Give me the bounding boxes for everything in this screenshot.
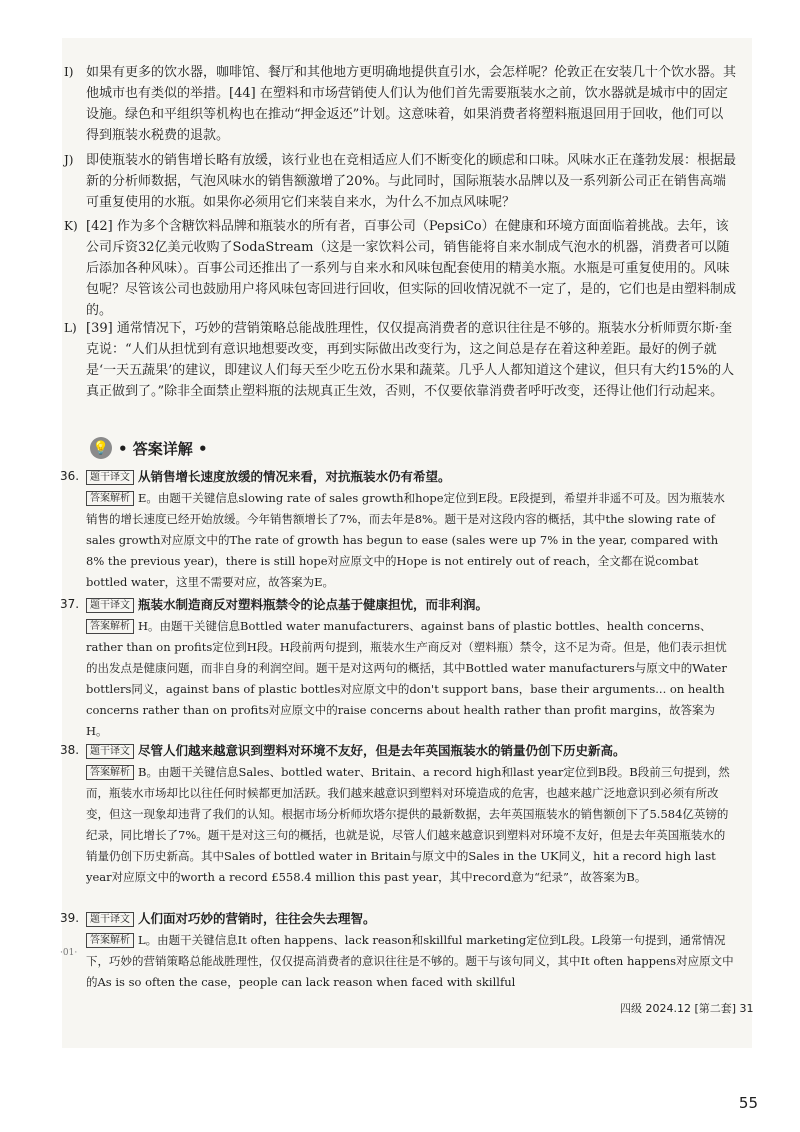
translation-badge: 题干译文 [86,744,134,759]
translation-badge: 题干译文 [86,912,134,927]
question-explanation: L。由题干关键信息It often happens、lack reason和skillful marketing定位到L段。L段第一句提到，通常情况下，巧妙的营销策略总能战胜理性，仅仅提高消费者的意识往往是不够的。题干与该句同义，其中It often happens对应原文中的As is so often the case，people can lack reason when faced with skillful [86,933,734,989]
question-explanation: B。由题干关键信息Sales、bottled water、Britain、a record high和last year定位到B段。B段前三句提到，然而，瓶装水市场却比以往任何时候都更加活跃。我们越来越意识到塑料对环境造成的危害，也越来越广泛地意识到必须有所改变，但这一现象却违背了我们的认知。根据市场分析师坎塔尔提供的最新数据，去年英国瓶装水的销售额创下了5.584亿英镑的纪录，同比增长了7%。题干是对这三句的概括，也就是说，尽管人们越来越意识到塑料对环境不友好，但是去年英国瓶装水的销量仍创下历史新高。其中Sales of bottled water in Britain与原文中的Sales in the UK同义，hit a record high last year对应原文中的worth a record £558.4 million this past year，其中record意为“纪录”，故答案为B。 [86,765,730,884]
paragraph-l [64,318,736,402]
question-title: 从销售增长速度放缓的情况来看，对抗瓶装水仍有希望。 [138,469,451,484]
paragraph-text: [39] 通常情况下，巧妙的营销策略总能战胜理性，仅仅提高消费者的意识往往是不够的。瓶装水分析师贾尔斯·奎克说：“人们从担忧到有意识地想要改变，再到实际做出改变行为，这之间总是存在着这种差距。最好的例子就是‘一天五蔬果’的建议，即建议人们每天至少吃五份水果和蔬菜。几乎人人都知道这个建议，但只有大约15%的人真正做到了。”除非全面禁止塑料瓶的法规真正生效，否则，不仅要依靠消费者呼吁改变，还得让他们行动起来。 [86,321,735,399]
analysis-badge: 答案解析 [86,933,134,948]
question-37 [60,594,736,742]
paragraph-tag: J) [64,153,74,167]
question-number: 37. [60,597,80,611]
paragraph-k [64,216,737,321]
page-number: 55 [738,1094,758,1112]
paragraph-text: 如果有更多的饮水器，咖啡馆、餐厅和其他地方更明确地提供直引水，会怎样呢？伦敦正在安装几十个饮水器。其他城市也有类似的举措。[44] 在塑料和市场营销使人们认为他们首先需要瓶装水之前，饮水器就是城市中的固定设施。绿色和平组织等机构也在推动“押金返还”计划。这意味着，如果消费者将塑料瓶退回用于回收，他们可以得到瓶装水税费的退款。 [86,65,737,143]
paragraph-tag: I) [64,65,74,79]
paragraph-j [64,150,737,213]
question-38 [60,740,736,888]
paragraph-tag: L) [64,321,77,335]
question-title: 瓶装水制造商反对塑料瓶禁令的论点基于健康担忧，而非利润。 [138,597,489,612]
question-number: 39. [60,911,80,925]
translation-badge: 题干译文 [86,470,134,485]
question-title: 尽管人们越来越意识到塑料对环境不友好，但是去年英国瓶装水的销量仍创下历史新高。 [138,743,626,758]
question-explanation: E。由题干关键信息slowing rate of sales growth和hope定位到E段。E段提到，希望并非遥不可及。因为瓶装水销售的增长速度已经开始放缓。今年销售额增长了7%，而去年是8%。题干是对这段内容的概括，其中the slowing rate of sales growth对应原文中的The rate of growth has begun to ease (sales were up 7% in the year, compared with 8% the previous year)，there is still hope对应原文中的Hope is not entirely out of reach，全文都在说combat bottled water，这里不需要对应，故答案为E。 [86,491,725,589]
paragraph-text: 即使瓶装水的销售增长略有放缓，该行业也在竞相适应人们不断变化的顾虑和口味。风味水正在蓬勃发展：根据最新的分析师数据，气泡风味水的销售额激增了20%。与此同时，国际瓶装水品牌以及一系列新公司正在销售高端可重复使用的水瓶。如果你必须用它们来装自来水，为什么不加点风味呢？ [86,153,737,210]
paragraph-i [64,62,737,146]
lightbulb-icon: 💡 [90,437,112,459]
answer-section-heading [90,437,208,459]
analysis-badge: 答案解析 [86,491,134,506]
question-title: 人们面对巧妙的营销时，往往会失去理智。 [138,911,376,926]
question-number: 36. [60,469,80,483]
answer-section-title: • 答案详解 • [118,439,208,458]
translation-badge: 题干译文 [86,598,134,613]
page-footer: 四级 2024.12 [第二套] 31 [620,1002,754,1015]
question-36 [60,466,736,593]
analysis-badge: 答案解析 [86,619,134,634]
question-explanation: H。由题干关键信息Bottled water manufacturers、against bans of plastic bottles、health concerns、rather than on profits定位到H段。H段前两句提到，瓶装水生产商反对（塑料瓶）禁令，这不足为奇。但是，他们表示担忧的出发点是健康问题，而非自身的利润空间。题干是对这两句的概括，其中Bottled water manufacturers与原文中的Water bottlers同义，against bans of plastic bottles对应原文中的don't support bans，base their arguments... on health concerns rather than on profits对应原文中的raise concerns about health rather than profit margins，故答案为H。 [86,619,727,738]
question-number: 38. [60,743,80,757]
paragraph-tag: K) [64,219,78,233]
analysis-badge: 答案解析 [86,765,134,780]
margin-mark: ·01· [60,948,78,958]
paragraph-text: [42] 作为多个含糖饮料品牌和瓶装水的所有者，百事公司（PepsiCo）在健康和环境方面面临着挑战。去年，该公司斥资32亿美元收购了SodaStream（这是一家饮料公司，销售能将自来水制成气泡水的机器，消费者可以随后添加各种风味）。百事公司还推出了一系列与自来水和风味包配套使用的精美水瓶。水瓶是可重复使用的。风味包呢？尽管该公司也鼓励用户将风味包寄回进行回收，但实际的回收情况就不一定了，是的，它们也是由塑料制成的。 [86,219,737,318]
